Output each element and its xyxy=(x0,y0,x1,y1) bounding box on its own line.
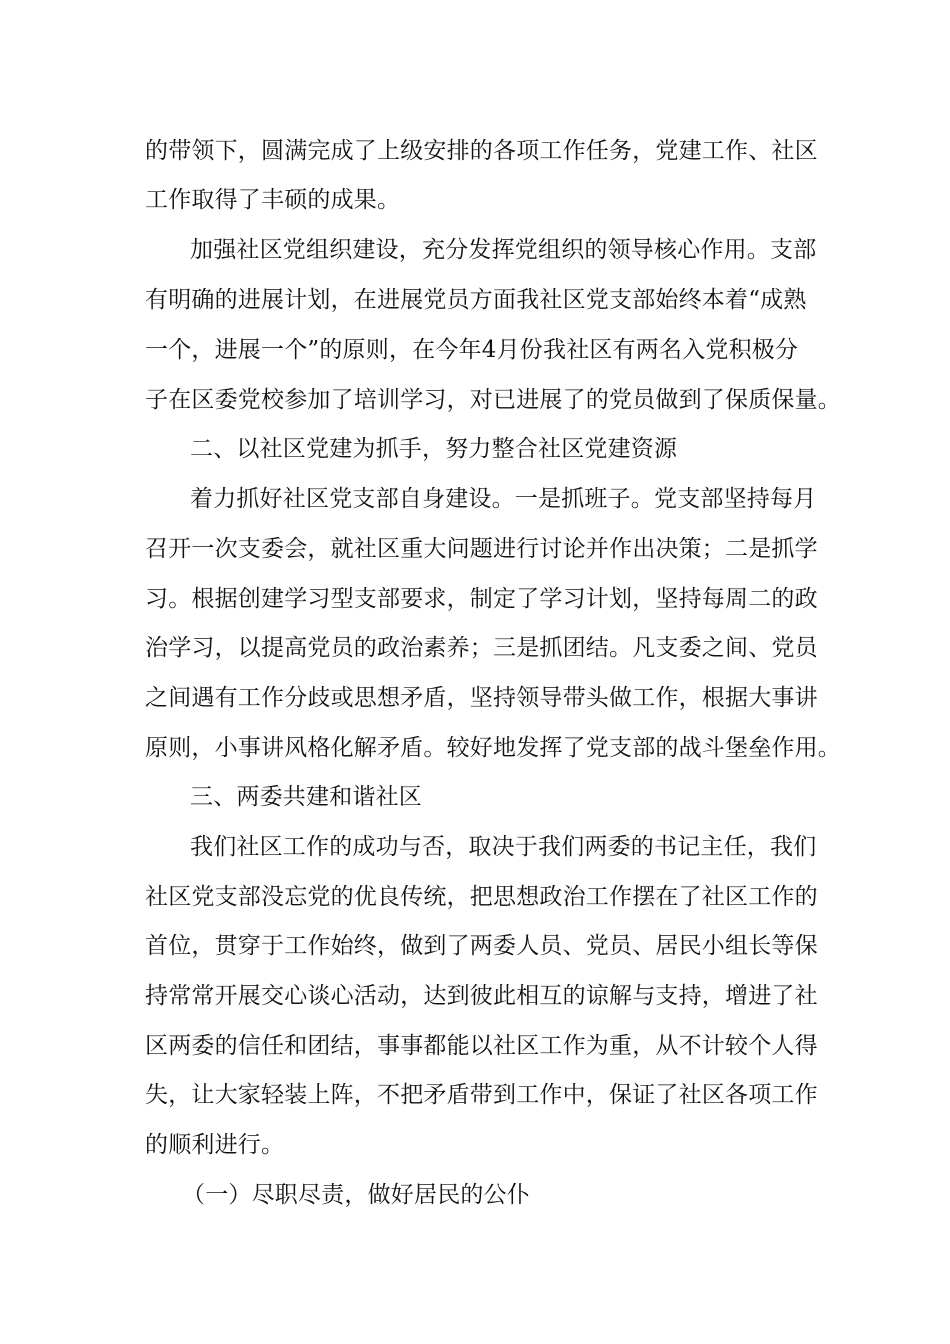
paragraph-line: 有明确的进展计划，在进展党员方面我社区党支部始终本着“成熟 xyxy=(145,287,807,313)
paragraph-line: 区两委的信任和团结，事事都能以社区工作为重，从不计较个人得 xyxy=(145,1033,818,1059)
paragraph-line: 社区党支部没忘党的优良传统，把思想政治工作摆在了社区工作的 xyxy=(145,884,818,910)
subsection-heading: （一）尽职尽责，做好居民的公仆 xyxy=(182,1182,530,1208)
paragraph-line: 习。根据创建学习型支部要求，制定了学习计划，坚持每周二的政 xyxy=(145,586,818,612)
paragraph-line: 我们社区工作的成功与否，取决于我们两委的书记主任，我们 xyxy=(190,834,817,860)
section-heading: 三、两委共建和谐社区 xyxy=(190,784,422,810)
paragraph-line: 原则，小事讲风格化解矛盾。较好地发挥了党支部的战斗堡垒作用。 xyxy=(145,735,841,761)
paragraph-line: 着力抓好社区党支部自身建设。一是抓班子。党支部坚持每月 xyxy=(190,486,817,512)
paragraph-line: 失，让大家轻装上阵，不把矛盾带到工作中，保证了社区各项工作 xyxy=(145,1082,818,1108)
paragraph-line: 治学习，以提高党员的政治素养；三是抓团结。凡支委之间、党员 xyxy=(145,635,818,661)
paragraph-line: 加强社区党组织建设，充分发挥党组织的领导核心作用。支部 xyxy=(190,237,817,263)
paragraph-line: 子在区委党校参加了培训学习，对已进展了的党员做到了保质保量。 xyxy=(145,387,841,413)
paragraph-line: 召开一次支委会，就社区重大问题进行讨论并作出决策；二是抓学 xyxy=(145,536,818,562)
paragraph-line: 的顺利进行。 xyxy=(145,1132,285,1158)
section-heading: 二、以社区党建为抓手，努力整合社区党建资源 xyxy=(190,436,678,462)
paragraph-line: 工作取得了丰硕的成果。 xyxy=(145,187,401,213)
paragraph-line: 持常常开展交心谈心活动，达到彼此相互的谅解与支持，增进了社 xyxy=(145,983,818,1009)
paragraph-line: 一个，进展一个”的原则，在今年4月份我社区有两名入党积极分 xyxy=(145,337,799,363)
paragraph-line: 的带领下，圆满完成了上级安排的各项工作任务，党建工作、社区 xyxy=(145,138,818,164)
paragraph-line: 之间遇有工作分歧或思想矛盾，坚持领导带头做工作，根据大事讲 xyxy=(145,685,818,711)
paragraph-line: 首位，贯穿于工作始终，做到了两委人员、党员、居民小组长等保 xyxy=(145,933,818,959)
